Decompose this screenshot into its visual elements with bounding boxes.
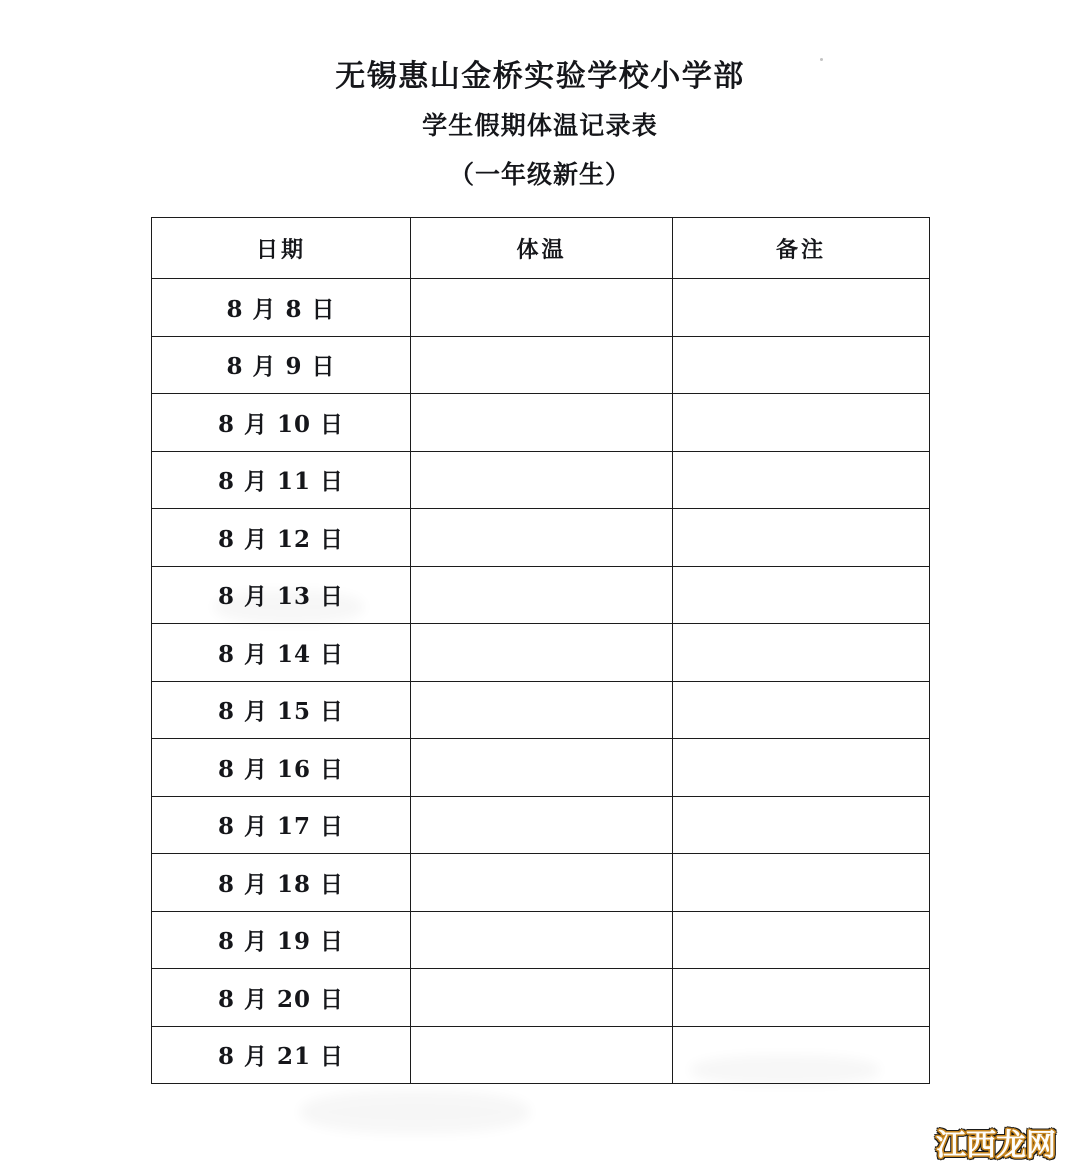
cell-remark[interactable] [673, 336, 930, 394]
title-block [0, 58, 1080, 190]
cell-date: 8 月 12 日 [152, 509, 411, 567]
table-header [152, 218, 930, 279]
table-row [152, 911, 930, 969]
cell-remark[interactable] [673, 509, 930, 567]
cell-temperature[interactable] [411, 911, 673, 969]
page-title: 无锡惠山金桥实验学校小学部 [335, 59, 745, 94]
table-row [152, 969, 930, 1027]
cell-date: 8 月 20 日 [152, 969, 411, 1027]
cell-temperature[interactable] [411, 509, 673, 567]
cell-temperature[interactable] [411, 336, 673, 394]
cell-remark[interactable] [673, 451, 930, 509]
cell-remark[interactable] [673, 624, 930, 682]
scan-smudge-artifact [300, 1090, 530, 1134]
table-row [152, 394, 930, 452]
cell-temperature[interactable] [411, 624, 673, 682]
cell-date: 8 月 14 日 [152, 624, 411, 682]
scan-smudge-artifact [690, 1055, 880, 1085]
column-header-remark: 备注 [673, 218, 930, 279]
column-header-temperature: 体温 [411, 218, 673, 279]
column-header-date: 日期 [152, 218, 411, 279]
page-subtitle: 学生假期体温记录表 [422, 110, 658, 140]
cell-date: 8 月 8 日 [152, 279, 411, 337]
cell-date: 8 月 16 日 [152, 739, 411, 797]
cell-date: 8 月 21 日 [152, 1026, 411, 1084]
cell-temperature[interactable] [411, 854, 673, 912]
cell-temperature[interactable] [411, 451, 673, 509]
cell-temperature[interactable] [411, 739, 673, 797]
record-table-wrapper [151, 217, 929, 1084]
cell-date: 8 月 18 日 [152, 854, 411, 912]
table-row [152, 796, 930, 854]
cell-temperature[interactable] [411, 566, 673, 624]
table-row [152, 624, 930, 682]
table-row [152, 681, 930, 739]
scan-speck-artifact [820, 58, 823, 61]
cell-date: 8 月 11 日 [152, 451, 411, 509]
page-audience-note: （一年级新生） [448, 159, 631, 189]
cell-remark[interactable] [673, 566, 930, 624]
scan-smudge-artifact [214, 590, 364, 624]
table-header-row [152, 218, 930, 279]
cell-remark[interactable] [673, 911, 930, 969]
cell-date: 8 月 10 日 [152, 394, 411, 452]
cell-date: 8 月 15 日 [152, 681, 411, 739]
cell-remark[interactable] [673, 681, 930, 739]
table-row [152, 279, 930, 337]
cell-temperature[interactable] [411, 394, 673, 452]
cell-temperature[interactable] [411, 969, 673, 1027]
cell-date: 8 月 13 日 [152, 566, 411, 624]
temperature-record-table [151, 217, 930, 1084]
table-row [152, 451, 930, 509]
cell-remark[interactable] [673, 796, 930, 854]
cell-remark[interactable] [673, 739, 930, 797]
cell-remark[interactable] [673, 969, 930, 1027]
table-row [152, 336, 930, 394]
cell-date: 8 月 9 日 [152, 336, 411, 394]
cell-temperature[interactable] [411, 796, 673, 854]
cell-temperature[interactable] [411, 279, 673, 337]
cell-remark[interactable] [673, 854, 930, 912]
cell-temperature[interactable] [411, 681, 673, 739]
table-body [152, 279, 930, 1084]
site-watermark: 江西龙网 [936, 1128, 1056, 1163]
table-row [152, 739, 930, 797]
cell-remark[interactable] [673, 279, 930, 337]
cell-temperature[interactable] [411, 1026, 673, 1084]
cell-date: 8 月 19 日 [152, 911, 411, 969]
table-row [152, 509, 930, 567]
cell-date: 8 月 17 日 [152, 796, 411, 854]
cell-remark[interactable] [673, 394, 930, 452]
table-row [152, 854, 930, 912]
